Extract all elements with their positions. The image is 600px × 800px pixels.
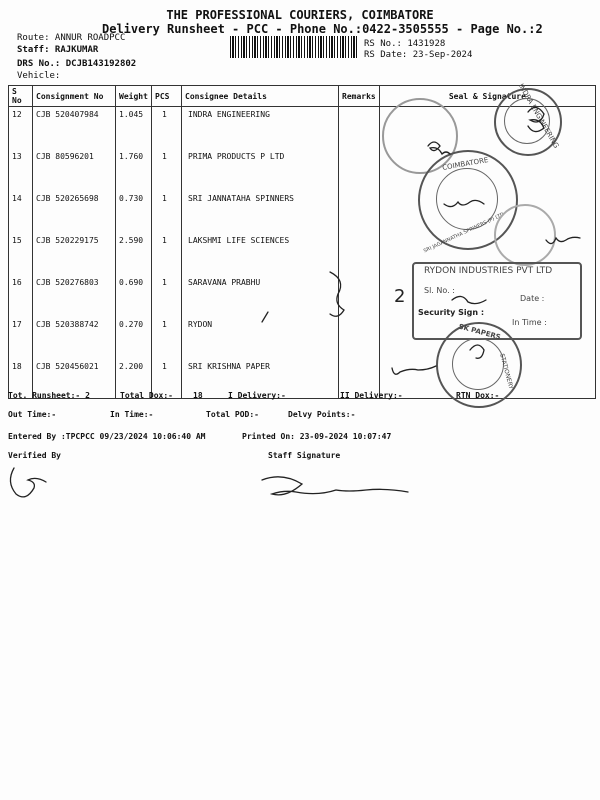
cell-consignment: CJB 520456021 bbox=[33, 359, 116, 399]
cell-weight: 0.270 bbox=[116, 317, 152, 359]
spinners-stamp-name: SRI JAGANNATHA SPINNERS (P) LTD bbox=[422, 211, 506, 255]
company-title: THE PROFESSIONAL COURIERS, COIMBATORE bbox=[166, 8, 434, 22]
cell-pcs: 1 bbox=[152, 317, 182, 359]
cell-weight: 2.200 bbox=[116, 359, 152, 399]
rydon-stamp-time: In Time : bbox=[512, 318, 547, 327]
cell-weight: 2.590 bbox=[116, 233, 152, 275]
entered-by: Entered By :TPCPCC 09/23/2024 10:06:40 AM bbox=[8, 432, 206, 441]
cell-pcs: 1 bbox=[152, 359, 182, 399]
rydon-stamp-security: Security Sign : bbox=[418, 308, 485, 317]
cell-pcs: 1 bbox=[152, 233, 182, 275]
header-remarks: Remarks bbox=[339, 86, 380, 107]
staff-label: Staff: RAJKUMAR bbox=[17, 45, 99, 55]
total-runsheet: Tot. Runsheet:- 2 bbox=[8, 391, 90, 400]
cell-pcs: 1 bbox=[152, 149, 182, 191]
i-delivery-label: I Delivery:- bbox=[228, 391, 286, 400]
cell-consignment: CJB 80596201 bbox=[33, 149, 116, 191]
vehicle-label: Vehicle: bbox=[17, 71, 61, 81]
cell-pcs: 1 bbox=[152, 107, 182, 150]
sk-papers-stamp-name: SK PAPERS bbox=[457, 322, 502, 342]
header-pcs: PCS bbox=[152, 86, 182, 107]
sk-papers-stamp-inner-ring bbox=[452, 338, 504, 390]
cell-consignee: SARAVANA PRABHU bbox=[182, 275, 339, 317]
cell-consignee: RYDON bbox=[182, 317, 339, 359]
rydon-stamp-date: Date : bbox=[520, 294, 545, 303]
cell-consignee: PRIMA PRODUCTS P LTD bbox=[182, 149, 339, 191]
cell-weight: 1.760 bbox=[116, 149, 152, 191]
cell-remarks bbox=[339, 149, 380, 191]
cell-sno: 14 bbox=[9, 191, 33, 233]
cell-weight: 0.690 bbox=[116, 275, 152, 317]
sk-papers-stamp-sub: STATIONERY bbox=[498, 352, 515, 391]
cell-sno: 16 bbox=[9, 275, 33, 317]
staff-signature-ink bbox=[262, 477, 408, 495]
cell-remarks bbox=[339, 107, 380, 150]
total-dox-label: Total Dox:- bbox=[120, 391, 173, 400]
cell-consignee: SRI KRISHNA PAPER bbox=[182, 359, 339, 399]
route-label: Route: ANNUR ROADPCC bbox=[17, 33, 126, 43]
indra-stamp-text: INDRA ENGINEERING bbox=[516, 82, 561, 150]
total-dox-value: 18 bbox=[193, 391, 203, 400]
cell-pcs: 1 bbox=[152, 191, 182, 233]
cell-consignment: CJB 520276803 bbox=[33, 275, 116, 317]
in-time-label: In Time:- bbox=[110, 410, 154, 419]
header-sno: S No bbox=[9, 86, 33, 107]
cell-weight: 1.045 bbox=[116, 107, 152, 150]
handwritten-two: 2 bbox=[394, 286, 406, 307]
spinners-stamp-city: COIMBATORE bbox=[441, 156, 489, 172]
cell-consignment: CJB 520388742 bbox=[33, 317, 116, 359]
cell-remarks bbox=[339, 275, 380, 317]
cell-sno: 12 bbox=[9, 107, 33, 150]
cell-consignment: CJB 520229175 bbox=[33, 233, 116, 275]
cell-remarks bbox=[339, 233, 380, 275]
cell-sno: 15 bbox=[9, 233, 33, 275]
header-weight: Weight bbox=[116, 86, 152, 107]
rydon-stamp-slno: Sl. No. : bbox=[424, 286, 455, 295]
cell-consignee: INDRA ENGINEERING bbox=[182, 107, 339, 150]
verifier-signature bbox=[10, 468, 46, 497]
cell-consignee: LAKSHMI LIFE SCIENCES bbox=[182, 233, 339, 275]
cell-remarks bbox=[339, 191, 380, 233]
total-pod-label: Total POD:- bbox=[206, 410, 259, 419]
cell-weight: 0.730 bbox=[116, 191, 152, 233]
ii-delivery-label: II Delivery:- bbox=[340, 391, 403, 400]
cell-consignment: CJB 520265698 bbox=[33, 191, 116, 233]
cell-sno: 18 bbox=[9, 359, 33, 399]
cell-consignment: CJB 520407984 bbox=[33, 107, 116, 150]
cell-remarks bbox=[339, 317, 380, 359]
rs-date: RS Date: 23-Sep-2024 bbox=[364, 50, 473, 60]
printed-on: Printed On: 23-09-2024 10:07:47 bbox=[242, 432, 392, 441]
rs-number: RS No.: 1431928 bbox=[364, 39, 446, 49]
barcode bbox=[230, 36, 358, 58]
verified-by-label: Verified By bbox=[8, 451, 61, 460]
runsheet-title: Delivery Runsheet - PCC - Phone No.:0422-3505555 - Page No.:2 bbox=[102, 22, 543, 36]
header-consignment: Consignment No bbox=[33, 86, 116, 107]
round-stamp-faded-2 bbox=[494, 204, 556, 266]
cell-consignee: SRI JANNATAHA SPINNERS bbox=[182, 191, 339, 233]
delvy-points-label: Delvy Points:- bbox=[288, 410, 356, 419]
staff-signature-label: Staff Signature bbox=[268, 451, 341, 460]
drs-number: DRS No.: DCJB143192802 bbox=[17, 59, 137, 69]
header-consignee: Consignee Details bbox=[182, 86, 339, 107]
header-seal-signature: Seal & Signature bbox=[379, 86, 595, 107]
cell-sno: 13 bbox=[9, 149, 33, 191]
out-time-label: Out Time:- bbox=[8, 410, 57, 419]
rtn-dox-label: RTN Dox:- bbox=[456, 391, 500, 400]
rydon-stamp-title: RYDON INDUSTRIES PVT LTD bbox=[424, 266, 553, 276]
indra-stamp bbox=[494, 82, 562, 156]
cell-sno: 17 bbox=[9, 317, 33, 359]
cell-pcs: 1 bbox=[152, 275, 182, 317]
